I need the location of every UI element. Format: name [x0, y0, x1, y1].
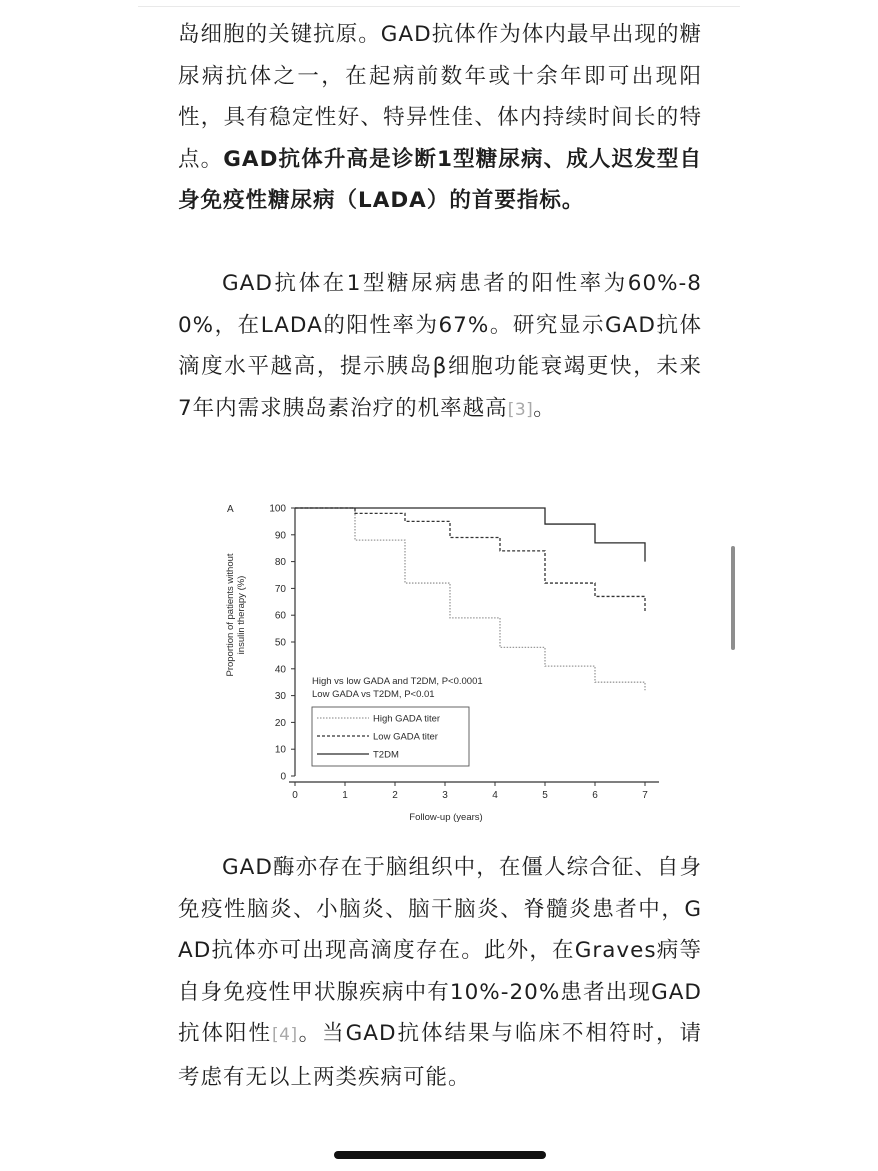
- annotation-low-vs-t2dm: Low GADA vs T2DM, P<0.01: [312, 689, 435, 700]
- citation-ref-4[interactable]: [4]: [272, 1025, 298, 1045]
- y-tick-label: 30: [274, 691, 286, 703]
- x-tick-label: 1: [342, 790, 348, 801]
- x-tick-label: 7: [642, 790, 648, 801]
- y-tick-label: 100: [269, 503, 286, 515]
- legend-label: T2DM: [373, 749, 399, 761]
- paragraph-positive-rate: [178, 263, 702, 431]
- y-tick-label: 90: [274, 530, 286, 542]
- y-axis-label-line1: Proportion of patients without: [225, 553, 236, 677]
- kaplan-meier-figure: [215, 495, 685, 835]
- x-tick-label: 0: [292, 790, 298, 801]
- paragraph-text: GAD酶亦存在于脑组织中，在僵人综合征、自身免疫性脑炎、小脑炎、脑干脑炎、脊髓炎患者中，GAD抗体亦可出现高滴度存在。此外，在Graves病等自身免疫性甲状腺疾病中有10%-20%患者出现GAD抗体阳性: [178, 855, 702, 1046]
- y-tick-label: 40: [274, 664, 286, 676]
- x-tick-label: 6: [592, 790, 598, 801]
- scrollbar[interactable]: [731, 546, 735, 650]
- paragraph-text: GAD抗体在1型糖尿病患者的阳性率为60%-80%，在LADA的阳性率为67%。研究显示GAD抗体滴度水平越高，提示胰岛β细胞功能衰竭更快，未来7年内需求胰岛素治疗的机率越高: [178, 271, 702, 421]
- annotation-high-vs-low: High vs low GADA and T2DM, P<0.0001: [312, 676, 483, 687]
- paragraph-text: 岛细胞的关键抗原。GAD抗体作为体内最早出现的糖尿病抗体之一，在起病前数年或十余年即可出现阳性，具有稳定性好、特异性佳、体内持续时间长的特点。: [178, 22, 702, 172]
- paragraph-text-end: 。当GAD抗体结果与临床不相符时，请考虑有无以上两类疾病可能。: [178, 1021, 702, 1090]
- y-tick-label: 60: [274, 610, 286, 622]
- y-tick-label: 10: [274, 744, 286, 756]
- y-tick-label: 20: [274, 717, 286, 729]
- legend-label: Low GADA titer: [373, 731, 438, 743]
- citation-ref-3[interactable]: [3]: [507, 399, 534, 420]
- paragraph-text-end: 。: [533, 395, 556, 421]
- panel-label: A: [227, 504, 234, 515]
- y-tick-label: 0: [280, 771, 286, 783]
- paragraph-gad-antibody-intro: [178, 14, 702, 222]
- home-indicator[interactable]: [334, 1151, 546, 1159]
- chart-legend: [312, 707, 469, 766]
- x-tick-label: 5: [542, 790, 548, 801]
- y-tick-label: 50: [274, 637, 286, 649]
- chart-series: [295, 508, 645, 690]
- insulin-therapy-chart: [215, 495, 685, 835]
- y-axis-label: [225, 553, 247, 676]
- paragraph-neuro-thyroid: [178, 847, 702, 1098]
- y-tick-label: 80: [274, 557, 286, 569]
- legend-label: High GADA titer: [373, 713, 441, 725]
- x-tick-label: 2: [392, 790, 398, 801]
- x-tick-label: 4: [492, 790, 498, 801]
- y-tick-label: 70: [274, 583, 286, 595]
- y-axis-label-line2: insulin therapy (%): [236, 575, 247, 655]
- x-axis-label: Follow-up (years): [409, 812, 483, 823]
- series-line-t2dm: [295, 508, 645, 562]
- series-line-high-gada-titer: [295, 508, 645, 690]
- paragraph-bold-highlight: GAD抗体升高是诊断1型糖尿病、成人迟发型自身免疫性糖尿病（LADA）的首要指标。: [178, 146, 702, 213]
- top-divider: [138, 6, 740, 7]
- x-tick-label: 3: [442, 790, 448, 801]
